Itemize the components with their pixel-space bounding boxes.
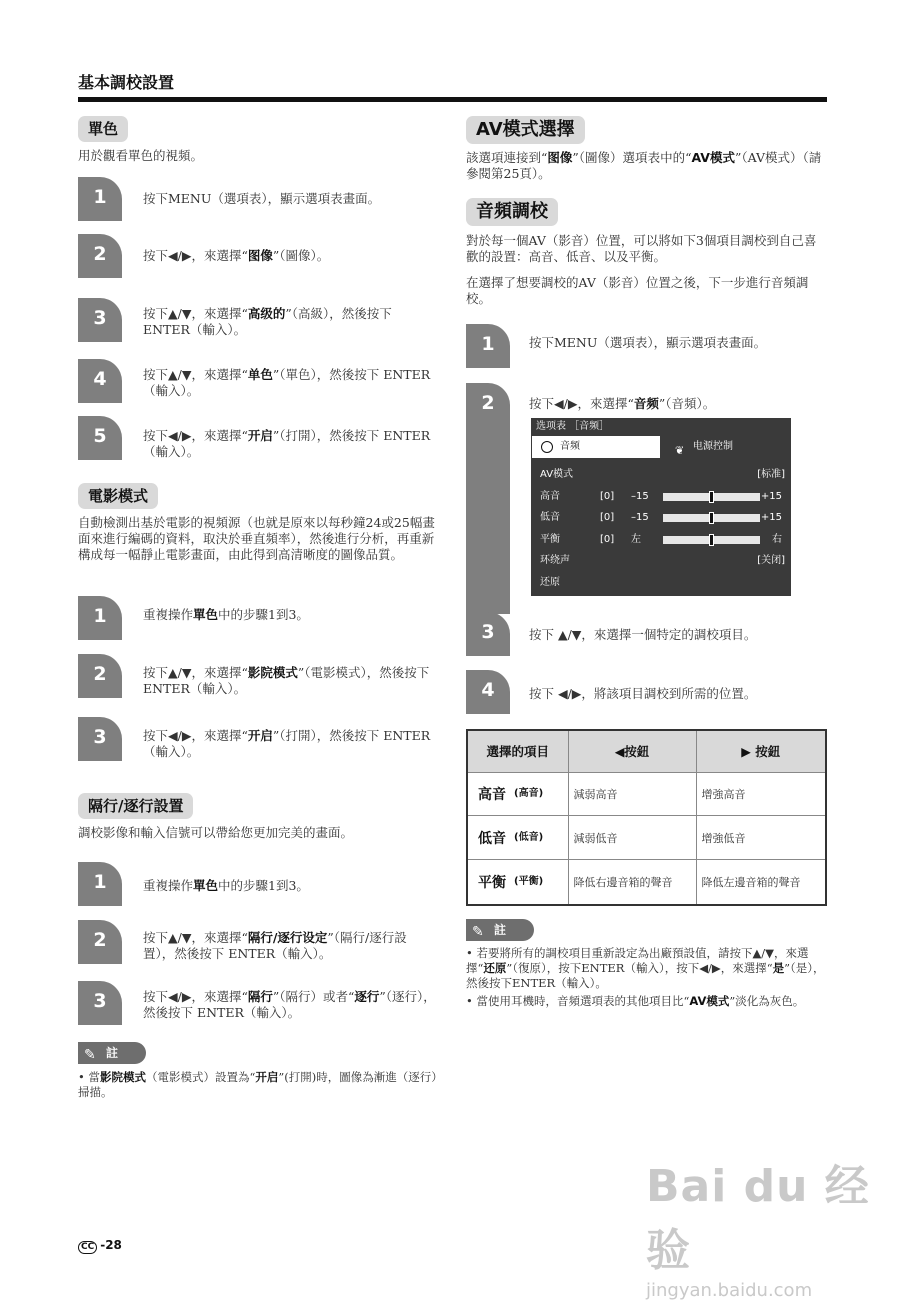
page-number: CC -28 xyxy=(78,1238,122,1254)
osd-row-label: 高音 xyxy=(540,490,560,502)
table-cell: 降低左邊音箱的聲音 xyxy=(696,860,826,905)
step-number: 5 xyxy=(78,416,122,460)
table-row xyxy=(467,816,826,860)
step-number: 1 xyxy=(78,862,122,906)
table-row xyxy=(467,860,826,905)
section-desc-mono: 用於觀看單色的視頻。 xyxy=(78,148,204,163)
table-cell: 減弱低音 xyxy=(568,816,696,860)
step-number: 3 xyxy=(466,612,510,656)
osd-row[interactable] xyxy=(531,572,791,594)
osd-row-value: [0] xyxy=(600,512,615,523)
slider-handle[interactable] xyxy=(709,512,714,524)
table-cell-item: 高音 $^{(高音)}$ xyxy=(467,772,568,816)
section-title-av: AV模式選擇 xyxy=(466,116,585,144)
osd-row-label: AV模式 xyxy=(540,469,574,480)
section-title-audio: 音頻調校 xyxy=(466,198,558,226)
section-desc-av: 該選項連接到“图像”（圖像）選項表中的“AV模式”（AV模式）（請參閱第25頁）。 xyxy=(466,150,822,181)
osd-slider[interactable] xyxy=(663,493,760,501)
slider-handle[interactable] xyxy=(709,534,714,546)
page-header-title: 基本調校設置 xyxy=(78,73,175,92)
section-desc-film: 自動檢測出基於電影的視頻源（也就是原來以每秒鐘24或25幅畫面來進行編碼的資料，取決於垂直頻率），然後進行分析，再重新構成每一幅靜止電影畫面，由此得到高清晰度的圖像品質。 xyxy=(78,515,435,562)
table-header: ▶ 按鈕 xyxy=(696,730,826,772)
osd-row-min: 左 xyxy=(631,533,641,545)
table-cell: 增強高音 xyxy=(696,772,826,816)
section-desc-audio: 對於每一個AV（影音）位置，可以將如下3個項目調校到自己喜歡的設置：高音、低音、以及平衡。 xyxy=(466,233,817,264)
step-number: 2 xyxy=(78,654,122,698)
note-text: • 若要將所有的調校項目重新設定為出廠預設值，請按下▲/▼，來選擇“还原”（復原），按下ENTER（輸入），按下◀/▶，來選擇“是”（是），然後按下ENTER（輸入）。 xyxy=(466,946,825,990)
osd-tab-audio[interactable]: 音频 xyxy=(532,436,660,458)
step-text: 重複操作單色中的步驟1到3。 xyxy=(143,607,309,622)
osd-tabs xyxy=(532,436,790,458)
table-header: 選擇的項目 xyxy=(467,730,568,772)
step-text: 按下MENU（選項表），顯示選項表畫面。 xyxy=(143,191,381,206)
osd-row-min: –15 xyxy=(631,512,649,523)
step-text: 按下▲/▼，來選擇“隔行/逐行设定”（隔行/逐行設置），然後按下 ENTER（輸入）。 xyxy=(143,930,407,961)
osd-row-min: –15 xyxy=(631,490,649,502)
table-cell: 增強低音 xyxy=(696,816,826,860)
step-number: 4 xyxy=(466,670,510,714)
step-number: 1 xyxy=(466,324,510,368)
step-number: 3 xyxy=(78,717,122,761)
step-text: 按下◀/▶，來選擇“开启”（打開），然後按下 ENTER（輸入）。 xyxy=(143,728,431,759)
table-cell-item: 低音 $^{(低音)}$ xyxy=(467,816,568,860)
section-title-scan: 隔行/逐行設置 xyxy=(78,793,193,819)
step-text: 按下◀/▶，來選擇“隔行”（隔行）或者“逐行”（逐行），然後按下 ENTER（輸入）。 xyxy=(143,989,436,1020)
osd-row[interactable] xyxy=(531,464,791,486)
osd-row[interactable] xyxy=(531,486,791,508)
osd-row-label: 环绕声 xyxy=(540,555,570,566)
speaker-icon xyxy=(541,441,553,453)
step-number: 2 xyxy=(78,920,122,964)
note-label: ✎ 註 xyxy=(466,919,534,941)
step-text: 按下◀/▶，來選擇“音频”（音頻）。 xyxy=(529,396,716,411)
step-text: 按下 ▲/▼，來選擇一個特定的調校項目。 xyxy=(529,627,757,642)
osd-row-label: 还原 xyxy=(540,576,560,588)
pencil-icon: ✎ xyxy=(472,924,484,940)
slider-handle[interactable] xyxy=(709,491,714,503)
note-text: • 當使用耳機時，音頻選項表的其他項目比“AV模式”淡化為灰色。 xyxy=(466,994,805,1008)
osd-slider[interactable] xyxy=(663,536,760,544)
osd-row-setting: [标准] xyxy=(757,469,785,480)
osd-row-value: [0] xyxy=(600,533,615,545)
step-number: 3 xyxy=(78,981,122,1025)
osd-header: 选项表 ［音频］ xyxy=(536,421,610,432)
step-text: 按下◀/▶，來選擇“图像”（圖像）。 xyxy=(143,248,330,263)
osd-tab-power[interactable]: ❦ 电源控制 xyxy=(669,436,733,458)
section-title-film: 電影模式 xyxy=(78,483,158,509)
osd-row[interactable] xyxy=(531,529,791,551)
osd-slider[interactable] xyxy=(663,514,760,522)
osd-row[interactable] xyxy=(531,550,791,572)
section-title-mono: 單色 xyxy=(78,116,128,142)
step-text: 重複操作單色中的步驟1到3。 xyxy=(143,878,309,893)
header-rule xyxy=(78,97,827,102)
step-number: 3 xyxy=(78,298,122,342)
osd-row-label: 低音 xyxy=(540,512,560,523)
pencil-icon: ✎ xyxy=(84,1047,96,1063)
watermark-url: jingyan.baidu.com xyxy=(646,1280,813,1301)
step-text: 按下▲/▼，來選擇“单色”（單色），然後按下 ENTER（輸入）。 xyxy=(143,367,431,398)
step-number: 2 xyxy=(78,234,122,278)
step-text: 按下 ◀/▶，將該項目調校到所需的位置。 xyxy=(529,686,757,701)
step-text: 按下◀/▶，來選擇“开启”（打開），然後按下 ENTER（輸入）。 xyxy=(143,428,431,459)
osd-row-label: 平衡 xyxy=(540,533,560,545)
osd-row-setting: [关闭] xyxy=(757,555,785,566)
table-row xyxy=(467,772,826,816)
step-text: 按下▲/▼，來選擇“高级的”（高級），然後按下 ENTER（輸入）。 xyxy=(143,306,392,337)
button-function-table xyxy=(466,729,827,906)
osd-row-max: +15 xyxy=(760,512,782,523)
table-header: ◀按鈕 xyxy=(568,730,696,772)
table-header-row xyxy=(467,730,826,772)
step-text: 按下MENU（選項表），顯示選項表畫面。 xyxy=(529,335,767,350)
language-badge: CC xyxy=(78,1241,97,1254)
osd-rows xyxy=(531,464,791,593)
section-desc-scan: 調校影像和輸入信號可以帶給您更加完美的畫面。 xyxy=(78,825,354,840)
watermark xyxy=(646,1150,905,1301)
step-number: 1 xyxy=(78,596,122,640)
step-number: 1 xyxy=(78,177,122,221)
osd-row-max: 右 xyxy=(772,533,782,545)
step-number: 2 xyxy=(466,383,510,614)
osd-row-value: [0] xyxy=(600,490,615,502)
note-text: • 當影院模式（電影模式）設置為“开启”(打開)時，圖像為漸進（逐行）掃描。 xyxy=(78,1070,437,1099)
table-cell: 減弱高音 xyxy=(568,772,696,816)
step-number: 4 xyxy=(78,359,122,403)
section-desc-audio-2: 在選擇了想要調校的AV（影音）位置之後，下一步進行音頻調校。 xyxy=(466,275,809,306)
table-cell-item: 平衡 $^{(平衡)}$ xyxy=(467,860,568,905)
note-label: ✎ 註 xyxy=(78,1042,146,1064)
watermark-logo: Bai du 经验 xyxy=(646,1161,870,1276)
osd-audio-menu xyxy=(531,418,791,596)
osd-row-max: +15 xyxy=(760,490,782,502)
table-cell: 降低右邊音箱的聲音 xyxy=(568,860,696,905)
leaf-icon: ❦ xyxy=(675,444,685,457)
step-text: 按下▲/▼，來選擇“影院模式”（電影模式），然後按下 ENTER（輸入）。 xyxy=(143,665,430,696)
osd-row[interactable] xyxy=(531,507,791,529)
